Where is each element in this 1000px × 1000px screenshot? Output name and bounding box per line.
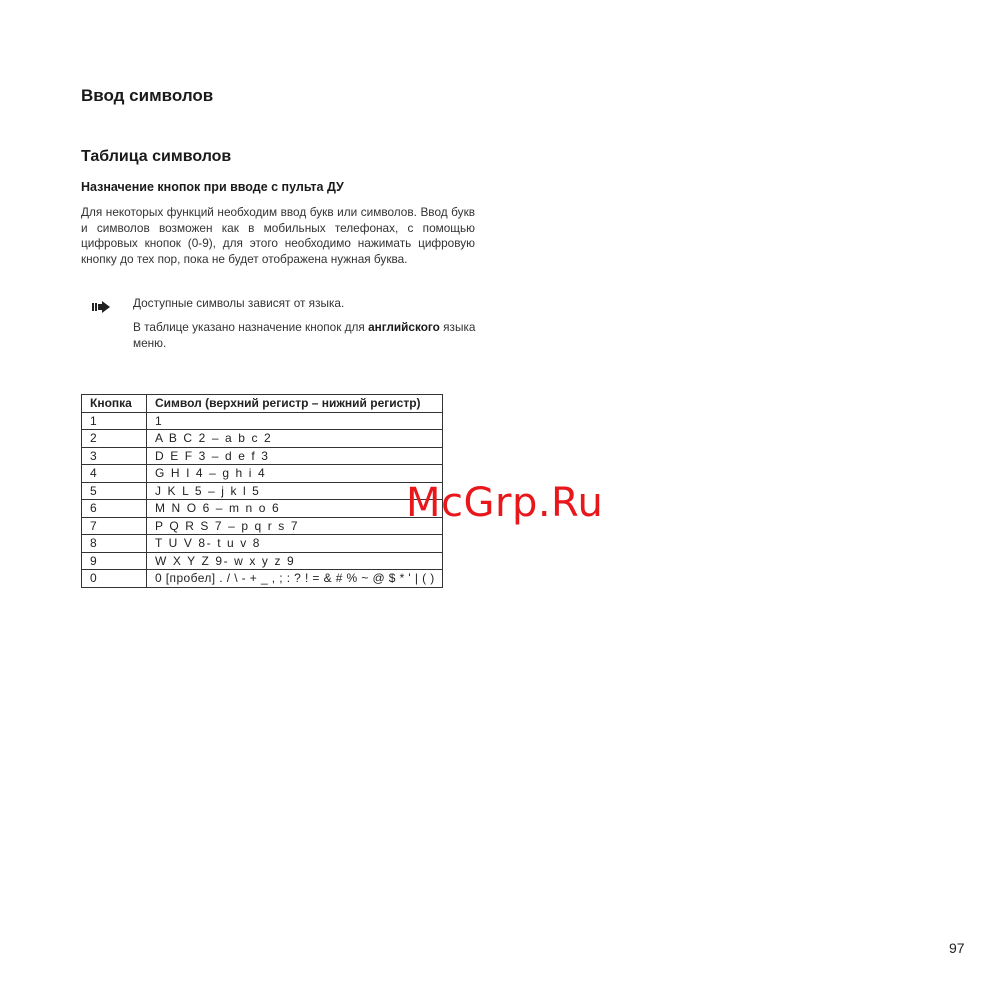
symbols-cell: M N O 6 – m n o 6: [147, 500, 443, 518]
header-symbols: Символ (верхний регистр – нижний регистр): [147, 395, 443, 413]
key-cell: 9: [82, 552, 147, 570]
table-header-row: [82, 395, 443, 413]
symbols-cell: J K L 5 – j k l 5: [147, 482, 443, 500]
table-row: [82, 500, 443, 518]
header-key: Кнопка: [82, 395, 147, 413]
key-cell: 8: [82, 535, 147, 553]
note-english-bold: английского: [368, 320, 440, 334]
key-cell: 1: [82, 412, 147, 430]
arrow-right-icon: [92, 300, 110, 314]
symbols-cell: 0 [пробел] . / \ - + _ , ; : ? ! = & # % ~ @ $ * ' | ( ): [147, 570, 443, 588]
table-row: [82, 570, 443, 588]
symbol-table: [81, 394, 443, 588]
key-cell: 4: [82, 465, 147, 483]
table-row: [82, 482, 443, 500]
symbols-cell: A B C 2 – a b c 2: [147, 430, 443, 448]
key-cell: 0: [82, 570, 147, 588]
symbols-cell: T U V 8- t u v 8: [147, 535, 443, 553]
table-row: [82, 412, 443, 430]
symbols-cell: P Q R S 7 – p q r s 7: [147, 517, 443, 535]
symbols-cell: W X Y Z 9- w x y z 9: [147, 552, 443, 570]
note-english-suffix: языка меню.: [133, 320, 476, 350]
symbols-cell: D E F 3 – d e f 3: [147, 447, 443, 465]
note-english: [133, 320, 478, 351]
symbols-cell: G H I 4 – g h i 4: [147, 465, 443, 483]
subsection-title: Назначение кнопок при вводе с пульта ДУ: [81, 180, 344, 194]
table-row: [82, 447, 443, 465]
table-row: [82, 465, 443, 483]
key-cell: 7: [82, 517, 147, 535]
page-title: Ввод символов: [81, 86, 214, 105]
symbols-cell: 1: [147, 412, 443, 430]
table-row: [82, 552, 443, 570]
intro-paragraph: Для некоторых функций необходим ввод букв или символов. Ввод букв и символов возможен как в мобильных телефонах, с помощью цифровых кнопок (0-9), для этого необходимо нажимать цифровую кнопку до тех пор, пока не будет отображена нужная буква.: [81, 205, 475, 266]
page-number: 97: [949, 940, 965, 956]
watermark: McGrp.Ru: [406, 480, 604, 526]
note-english-prefix: В таблице указано назначение кнопок для: [133, 320, 369, 334]
key-cell: 3: [82, 447, 147, 465]
key-cell: 6: [82, 500, 147, 518]
key-cell: 2: [82, 430, 147, 448]
table-row: [82, 430, 443, 448]
table-row: [82, 535, 443, 553]
section-title: Таблица символов: [81, 148, 232, 165]
note-languages: Доступные символы зависят от языка.: [133, 296, 345, 310]
table-row: [82, 517, 443, 535]
key-cell: 5: [82, 482, 147, 500]
